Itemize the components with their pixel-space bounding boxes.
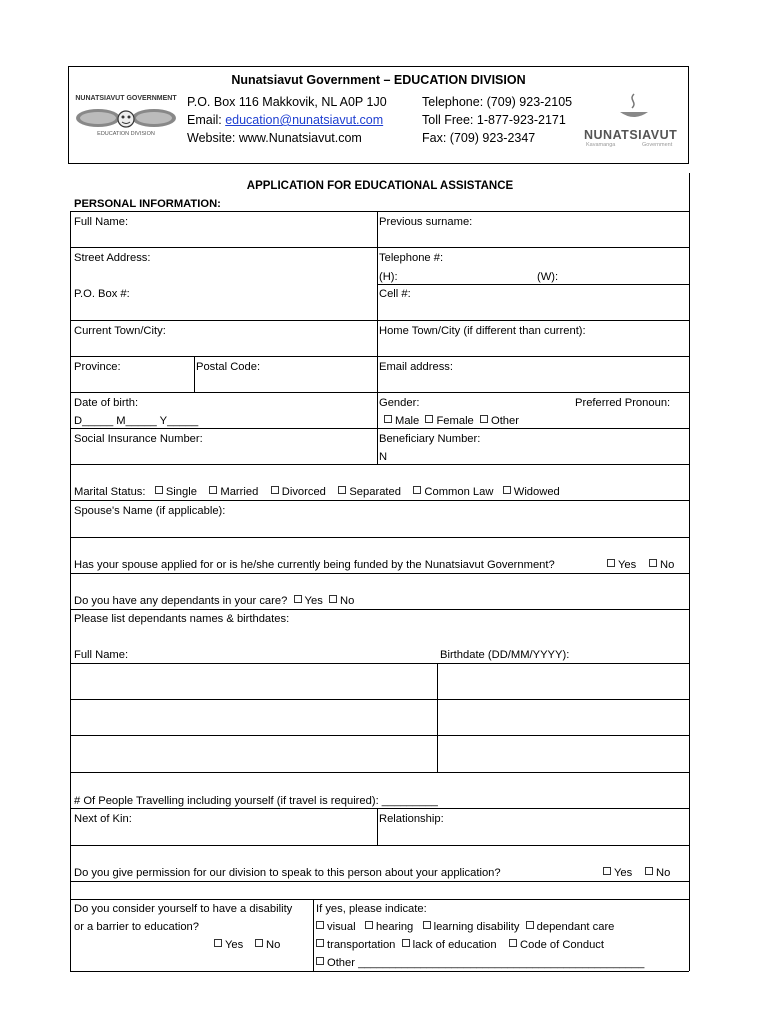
permission-question: Do you give permission for our division to speak to this person about your application? bbox=[74, 867, 501, 879]
dob-field[interactable]: Date of birth: bbox=[74, 397, 139, 409]
current-town-field[interactable]: Current Town/City: bbox=[74, 325, 166, 337]
rule bbox=[70, 356, 689, 357]
spouse-funded-yes-checkbox[interactable]: Yes bbox=[607, 558, 636, 572]
gender-male-checkbox[interactable]: Male bbox=[384, 415, 419, 427]
sin-field[interactable]: Social Insurance Number: bbox=[74, 433, 203, 445]
nunatsiavut-government-logo bbox=[584, 92, 684, 152]
email-address-field[interactable]: Email address: bbox=[379, 361, 453, 373]
pronoun-field[interactable]: Preferred Pronoun: bbox=[575, 397, 671, 409]
po-box-field[interactable]: P.O. Box #: bbox=[74, 288, 130, 300]
dependants-question: Do you have any dependants in your care? bbox=[74, 595, 288, 607]
marital-married-checkbox[interactable]: Married bbox=[209, 486, 258, 498]
marital-status-label: Marital Status: bbox=[74, 486, 146, 498]
rule-v bbox=[377, 211, 378, 464]
division-title: Nunatsiavut Government – EDUCATION DIVISION bbox=[231, 73, 526, 87]
dependants-no-checkbox[interactable]: No bbox=[329, 595, 354, 607]
rule-v bbox=[313, 899, 314, 971]
rule bbox=[70, 609, 689, 610]
barrier-other-checkbox[interactable]: Other ______________________________________________ bbox=[316, 956, 644, 970]
dependant-birthdate-cell[interactable] bbox=[439, 737, 688, 771]
dob-format: D_____ M_____ Y_____ bbox=[74, 415, 199, 427]
form-title: APPLICATION FOR EDUCATIONAL ASSISTANCE bbox=[246, 180, 514, 192]
if-yes-label: If yes, please indicate: bbox=[316, 903, 427, 915]
rule bbox=[70, 899, 689, 900]
website-text: Website: www.Nunatsiavut.com bbox=[187, 131, 362, 145]
rule bbox=[70, 845, 689, 846]
dependant-name-cell[interactable] bbox=[72, 665, 436, 698]
disability-question-line2: or a barrier to education? bbox=[74, 921, 200, 933]
dependant-birthdate-header: Birthdate (DD/MM/YYYY): bbox=[440, 649, 570, 661]
gender-other-checkbox[interactable]: Other bbox=[480, 415, 519, 427]
street-address-field[interactable]: Street Address: bbox=[74, 252, 151, 264]
barrier-hearing-checkbox[interactable]: hearing bbox=[365, 921, 413, 933]
telephone-text: Telephone: (709) 923-2105 bbox=[422, 95, 573, 109]
rule bbox=[70, 772, 689, 773]
home-town-field[interactable]: Home Town/City (if different than current): bbox=[379, 325, 586, 337]
dependants-yes-checkbox[interactable]: Yes bbox=[294, 595, 323, 607]
rule bbox=[70, 971, 689, 972]
dependant-birthdate-cell[interactable] bbox=[439, 701, 688, 734]
telephone-work-label: (W): bbox=[537, 271, 559, 283]
email-link[interactable]: education@nunatsiavut.com bbox=[225, 113, 384, 127]
dependant-full-name-header: Full Name: bbox=[74, 649, 129, 661]
travelling-field[interactable]: # Of People Travelling including yourself (if travel is required): _________ bbox=[74, 795, 438, 807]
toll-free-text: Toll Free: 1-877-923-2171 bbox=[422, 113, 566, 127]
barrier-visual-checkbox[interactable]: visual bbox=[316, 921, 356, 933]
qulliq-lamp-icon bbox=[614, 92, 654, 124]
barrier-lack-of-education-checkbox[interactable]: lack of education bbox=[402, 939, 497, 951]
rule-v bbox=[377, 808, 378, 845]
rule-v bbox=[689, 211, 690, 971]
fax-text: Fax: (709) 923-2347 bbox=[422, 131, 536, 145]
logo-bottom-text: EDUCATION DIVISION bbox=[97, 131, 155, 137]
barrier-dependant-care-checkbox[interactable]: dependant care bbox=[526, 921, 615, 933]
nunatsiavut-education-logo bbox=[70, 95, 182, 143]
rule bbox=[70, 211, 689, 212]
gender-label: Gender: bbox=[379, 397, 420, 409]
marital-divorced-checkbox[interactable]: Divorced bbox=[271, 486, 326, 498]
disability-yes-checkbox[interactable]: Yes bbox=[214, 938, 243, 952]
rule bbox=[70, 881, 689, 882]
dependant-name-cell[interactable] bbox=[72, 737, 436, 771]
spouse-funded-question: Has your spouse applied for or is he/she currently being funded by the Nunatsiavut Government? bbox=[74, 559, 555, 571]
previous-surname-field[interactable]: Previous surname: bbox=[379, 216, 473, 228]
rule bbox=[70, 464, 689, 465]
permission-yes-checkbox[interactable]: Yes bbox=[603, 866, 632, 880]
rule-v bbox=[194, 356, 195, 392]
rule bbox=[70, 247, 689, 248]
barrier-learning-disability-checkbox[interactable]: learning disability bbox=[423, 921, 520, 933]
barrier-options-row2 bbox=[316, 938, 604, 952]
barrier-options-row1 bbox=[316, 920, 614, 934]
beneficiary-field[interactable]: Beneficiary Number: bbox=[379, 433, 481, 445]
barrier-transportation-checkbox[interactable]: transportation bbox=[316, 939, 395, 951]
cell-field[interactable]: Cell #: bbox=[379, 288, 411, 300]
full-name-field[interactable]: Full Name: bbox=[74, 216, 129, 228]
rule bbox=[70, 500, 689, 501]
section-personal-info: PERSONAL INFORMATION: bbox=[74, 198, 221, 210]
province-field[interactable]: Province: bbox=[74, 361, 121, 373]
address-text: P.O. Box 116 Makkovik, NL A0P 1J0 bbox=[187, 95, 387, 109]
gender-female-checkbox[interactable]: Female bbox=[425, 415, 473, 427]
rule bbox=[70, 392, 689, 393]
dependant-name-cell[interactable] bbox=[72, 701, 436, 734]
marital-status-row bbox=[74, 485, 560, 499]
rule bbox=[70, 663, 689, 664]
spouse-name-field[interactable]: Spouse's Name (if applicable): bbox=[74, 505, 226, 517]
marital-single-checkbox[interactable]: Single bbox=[155, 486, 197, 498]
rule bbox=[70, 428, 689, 429]
logo-sub-left: Kavamanga bbox=[586, 142, 616, 148]
email-line bbox=[187, 112, 383, 128]
rule bbox=[70, 699, 689, 700]
logo-sub-right: Government bbox=[642, 142, 673, 148]
dependants-list-instruction: Please list dependants names & birthdates: bbox=[74, 613, 290, 625]
rule bbox=[377, 284, 689, 285]
postal-code-field[interactable]: Postal Code: bbox=[196, 361, 261, 373]
barrier-code-of-conduct-checkbox[interactable]: Code of Conduct bbox=[509, 939, 604, 951]
logo-name: NUNATSIAVUT bbox=[584, 128, 678, 142]
rule bbox=[70, 320, 689, 321]
telephone-field[interactable]: Telephone #: bbox=[379, 252, 444, 264]
gender-options bbox=[384, 414, 519, 428]
logo-top-text: NUNATSIAVUT GOVERNMENT bbox=[75, 95, 177, 102]
spouse-funded-no-checkbox[interactable]: No bbox=[649, 558, 674, 572]
email-label: Email: bbox=[187, 113, 226, 127]
rule bbox=[70, 808, 689, 809]
dependants-question-row bbox=[74, 594, 354, 608]
rule bbox=[70, 537, 689, 538]
beneficiary-prefix: N bbox=[379, 451, 388, 463]
relationship-field[interactable]: Relationship: bbox=[379, 813, 444, 825]
marital-separated-checkbox[interactable]: Separated bbox=[338, 486, 401, 498]
marital-common-law-checkbox[interactable]: Common Law bbox=[413, 486, 493, 498]
telephone-home-label: (H): bbox=[379, 271, 398, 283]
next-of-kin-field[interactable]: Next of Kin: bbox=[74, 813, 132, 825]
disability-question-line1: Do you consider yourself to have a disability bbox=[74, 903, 293, 915]
form-right-border-top bbox=[689, 173, 690, 211]
dependant-birthdate-cell[interactable] bbox=[439, 665, 688, 698]
rule bbox=[70, 735, 689, 736]
rule-v bbox=[70, 211, 71, 971]
marital-widowed-checkbox[interactable]: Widowed bbox=[503, 486, 560, 498]
rule bbox=[70, 573, 689, 574]
permission-no-checkbox[interactable]: No bbox=[645, 866, 670, 880]
rule-v bbox=[437, 663, 438, 772]
disability-no-checkbox[interactable]: No bbox=[255, 938, 280, 952]
